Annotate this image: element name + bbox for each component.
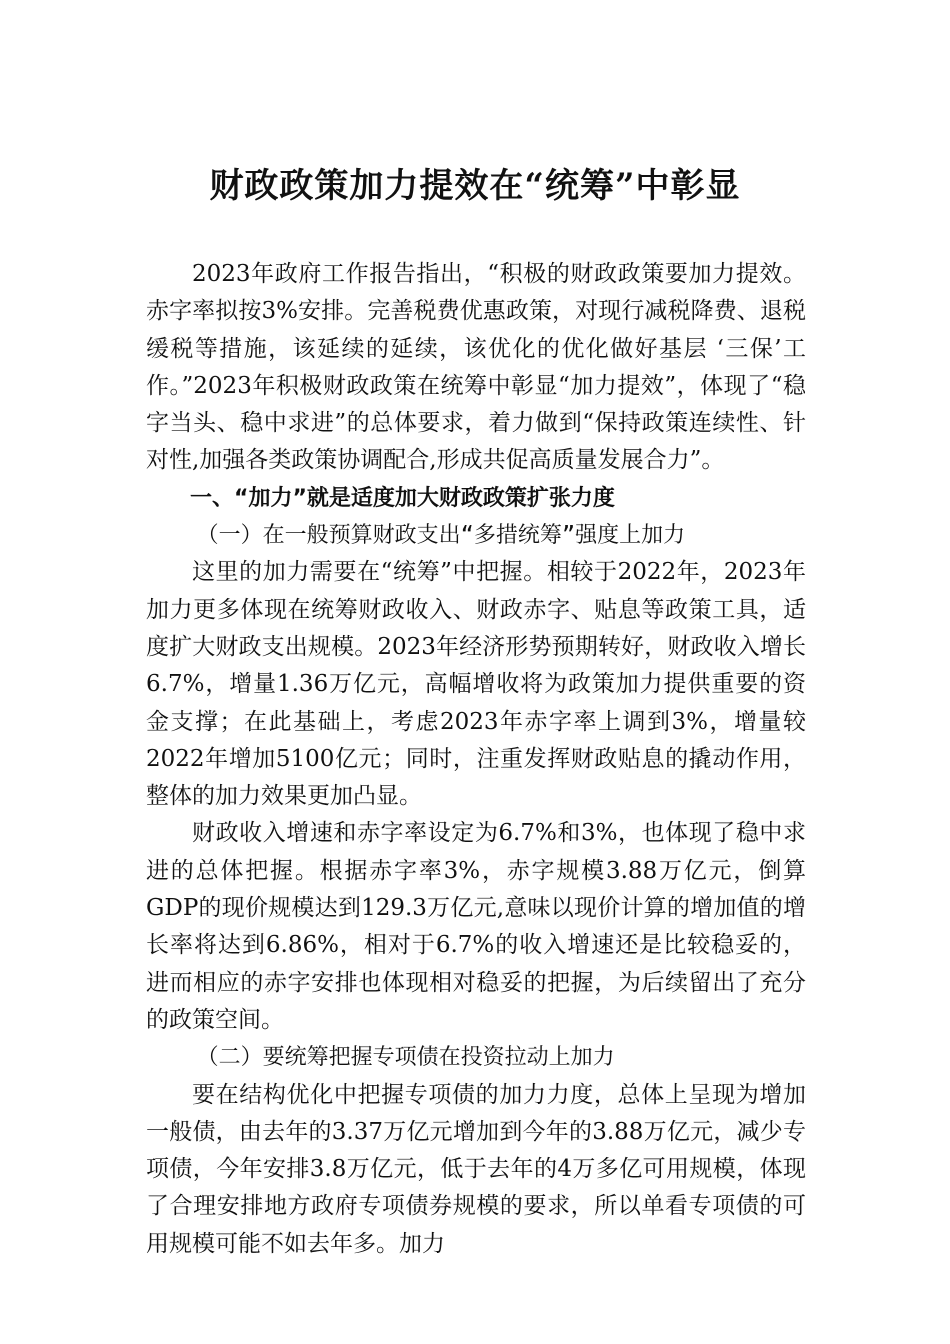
- body-paragraph: 要在结构优化中把握专项债的加力力度，总体上呈现为增加一般债，由去年的3.37万亿元增加到今年的3.88万亿元，减少专项债，今年安排3.8万亿元，低于去年的4万多亿可用规模，体现了合理安排地方政府专项债券规模的要求，所以单看专项债的可用规模可能不如去年多。加力: [146, 1081, 806, 1257]
- document-body: [146, 256, 806, 1263]
- document-title: 财政政策加力提效在“统筹”中彰显: [209, 166, 741, 206]
- subsection-heading: （一）在一般预算财政支出“多措统筹”强度上加力: [196, 523, 686, 549]
- body-paragraph: 这里的加力需要在“统筹”中把握。相较于2022年，2023年加力更多体现在统筹财政收入、财政赤字、贴息等政策工具，适度扩大财政支出规模。2023年经济形势预期转好，财政收入增长6.7%，增量1.36万亿元，高幅增收将为政策加力提供重要的资金支撑；在此基础上，考虑2023年赤字率上调到3%，增量较2022年增加5100亿元；同时，注重发挥财政贴息的撬动作用，整体的加力效果更加凸显。: [146, 559, 806, 810]
- section-heading: 一、“加力”就是适度加大财政政策扩张力度: [190, 485, 615, 511]
- body-paragraph: 2023年政府工作报告指出，“积极的财政政策要加力提效。赤字率拟按3%安排。完善税费优惠政策，对现行减税降费、退税缓税等措施，该延续的延续，该优化的优化做好基层 ‘三保’工作。”2023年积极财政政策在统筹中彰显“加力提效”，体现了“稳字当头、稳中求进”的总体要求，着力做到“保持政策连续性、针对性,加强各类政策协调配合,形成共促高质量发展合力”。: [146, 261, 806, 474]
- subsection-heading: （二）要统筹把握专项债在投资拉动上加力: [196, 1045, 615, 1071]
- body-paragraph: 财政收入增速和赤字率设定为6.7%和3%，也体现了稳中求进的总体把握。根据赤字率3%，赤字规模3.88万亿元，倒算GDP的现价规模达到129.3万亿元,意味以现价计算的增加值的增长率将达到6.86%，相对于6.7%的收入增速还是比较稳妥的，进而相应的赤字安排也体现相对稳妥的把握，为后续留出了充分的政策空间。: [146, 820, 806, 1033]
